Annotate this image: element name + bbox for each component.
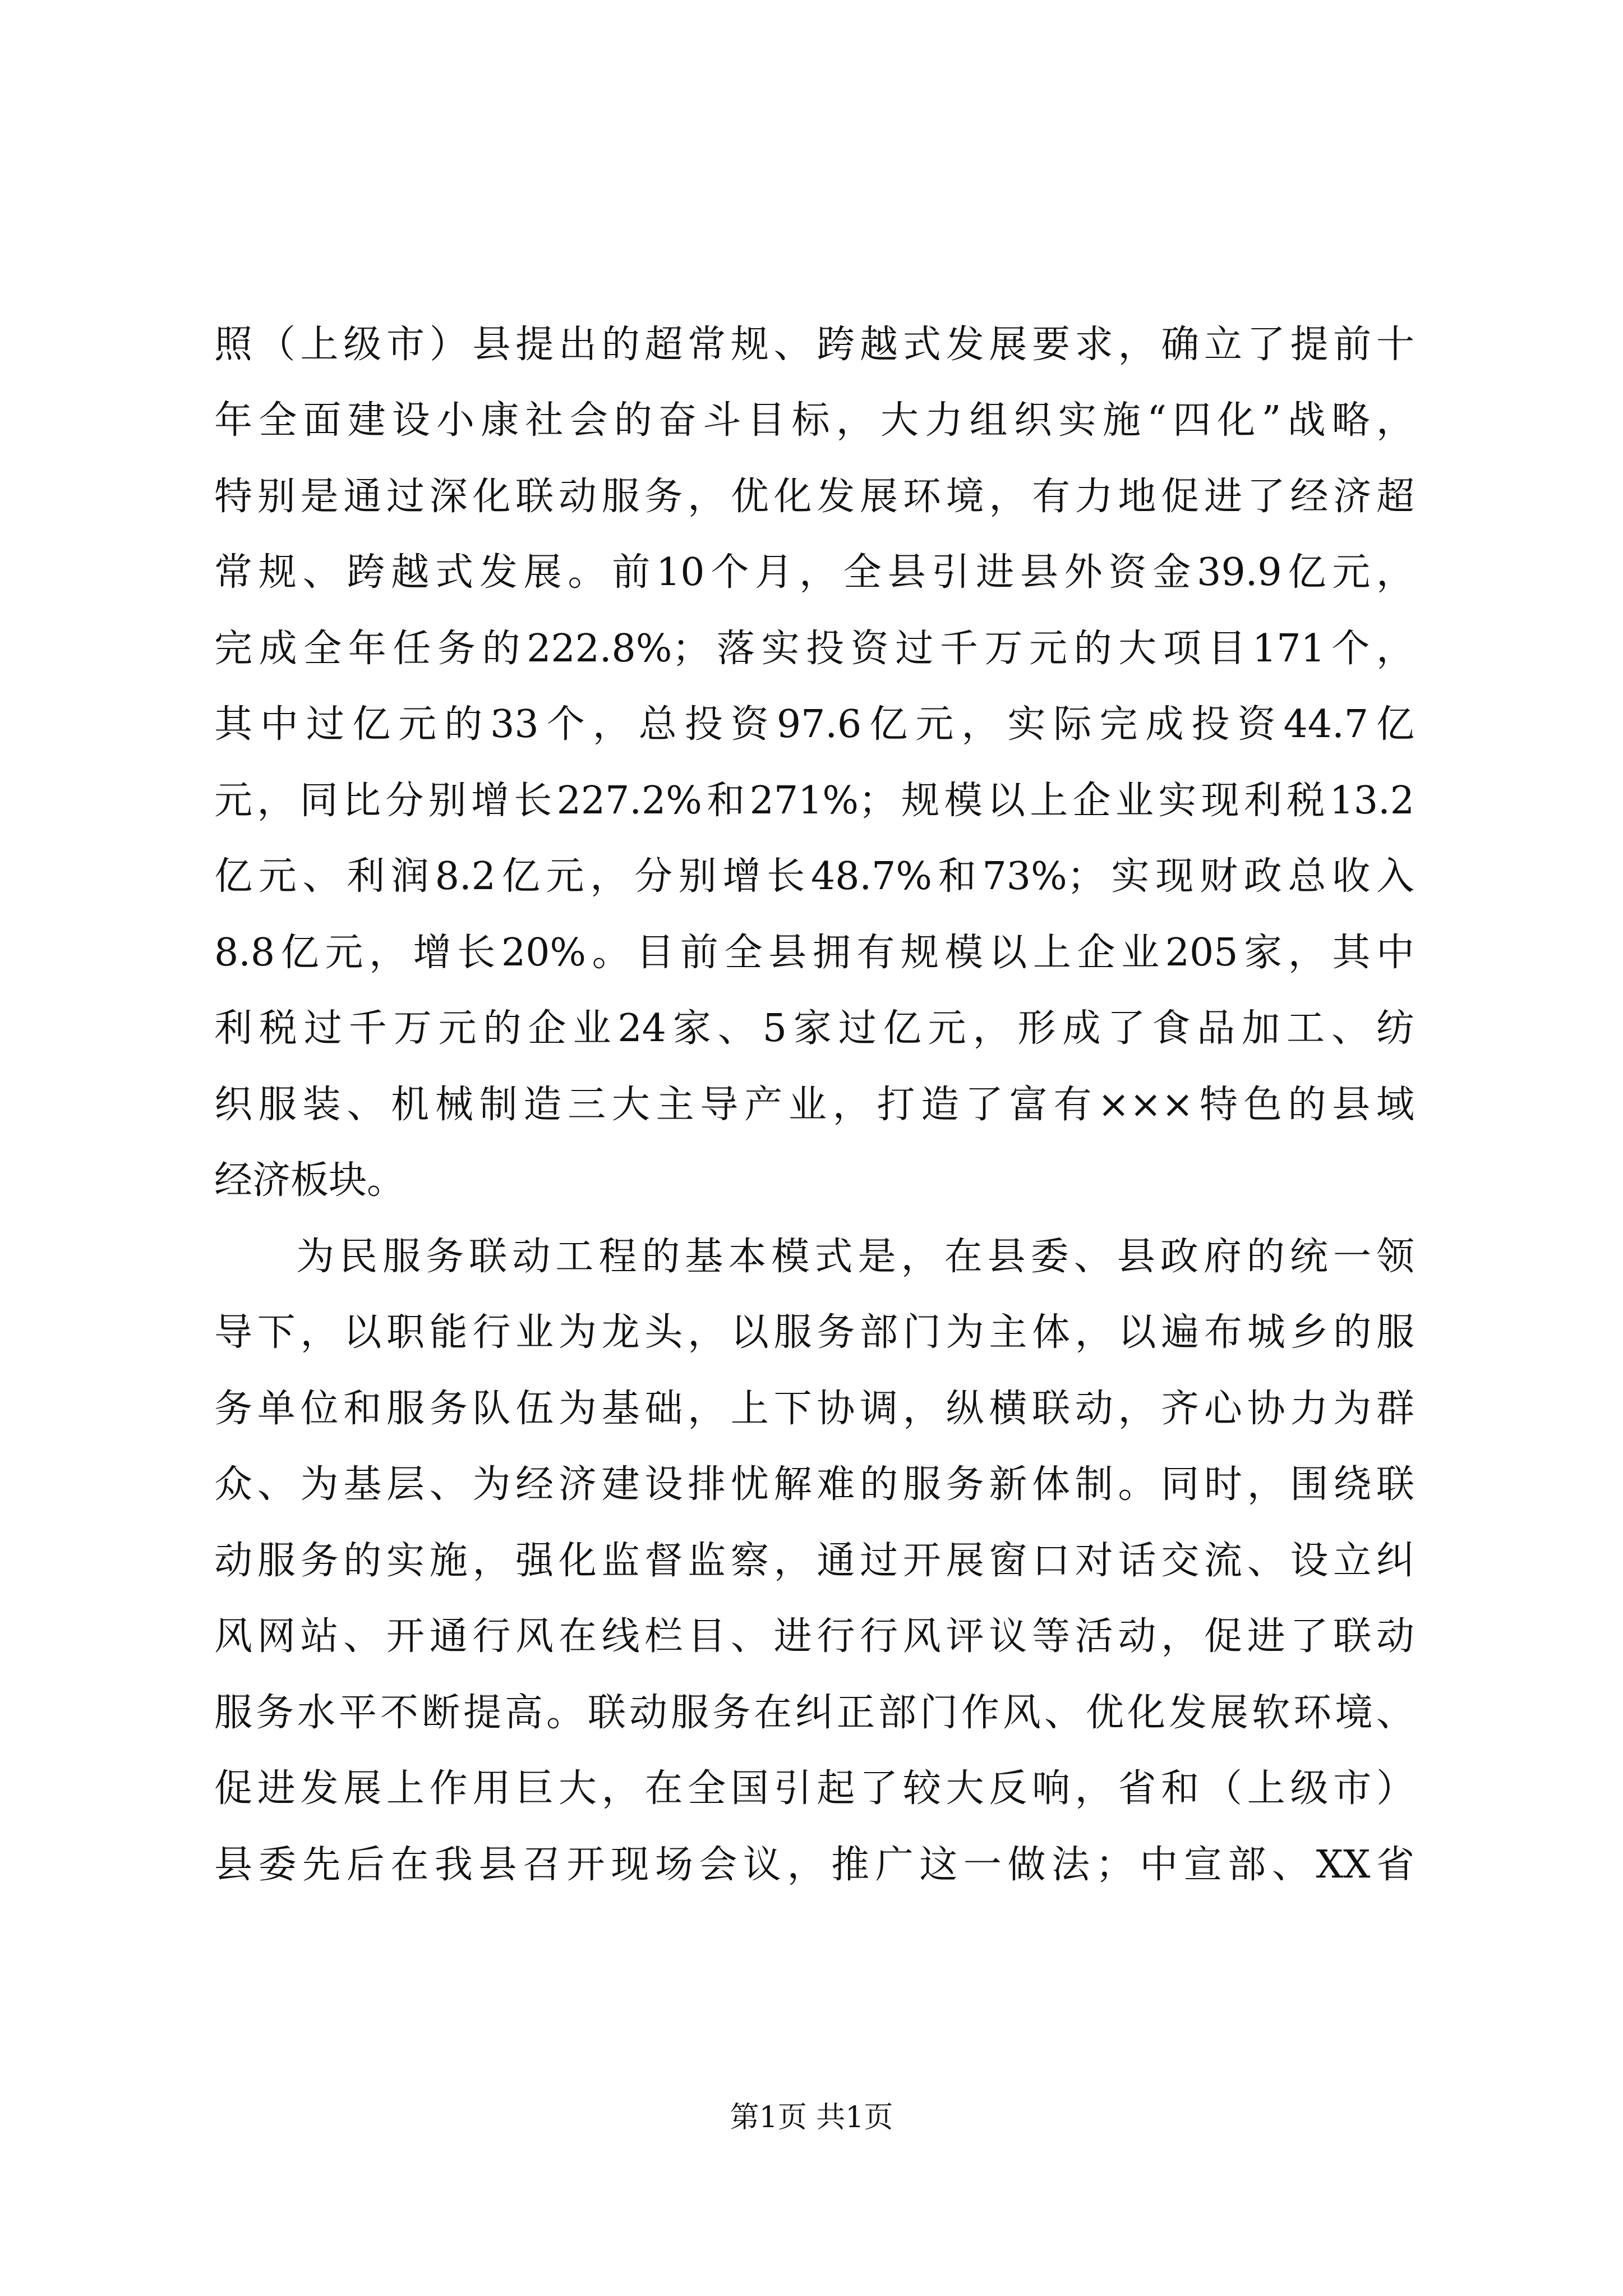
paragraph-1-line-11: 织服装、机械制造三大主导产业，打造了富有×××特色的县域: [214, 1083, 1414, 1127]
paragraph-1-line-10: 利税过千万元的企业24家、5家过亿元，形成了食品加工、纺: [214, 1006, 1414, 1051]
paragraph-2-line-4: 众、为基层、为经济建设排忧解难的服务新体制。同时，围绕联: [214, 1462, 1414, 1507]
page-number-footer: 第1页 共1页: [730, 2101, 893, 2134]
paragraph-1-line-6: 其中过亿元的33个，总投资97.6亿元，实际完成投资44.7亿: [214, 702, 1414, 747]
paragraph-1-line-1: 照（上级市）县提出的超常规、跨越式发展要求，确立了提前十: [214, 323, 1414, 367]
paragraph-1-line-5: 完成全年任务的222.8%；落实投资过千万元的大项目171个，: [214, 627, 1414, 671]
paragraph-1-line-3: 特别是通过深化联动服务，优化发展环境，有力地促进了经济超: [214, 475, 1414, 519]
paragraph-2-line-2: 导下，以职能行业为龙头，以服务部门为主体，以遍布城乡的服: [214, 1310, 1414, 1355]
paragraph-2-line-8: 促进发展上作用巨大，在全国引起了较大反响，省和（上级市）: [214, 1766, 1414, 1811]
paragraph-1-line-8: 亿元、利润8.2亿元，分别增长48.7%和73%；实现财政总收入: [214, 854, 1414, 899]
paragraph-1-line-7: 元，同比分别增长227.2%和271%；规模以上企业实现利税13.2: [214, 779, 1414, 823]
paragraph-2-line-6: 风网站、开通行风在线栏目、进行行风评议等活动，促进了联动: [214, 1614, 1414, 1659]
paragraph-2-line-3: 务单位和服务队伍为基础，上下协调，纵横联动，齐心协力为群: [214, 1387, 1414, 1431]
paragraph-2-line-9: 县委先后在我县召开现场会议，推广这一做法；中宣部、XX省: [214, 1843, 1414, 1887]
paragraph-1-line-4: 常规、跨越式发展。前10个月，全县引进县外资金39.9亿元，: [214, 550, 1414, 595]
paragraph-1-line-9: 8.8亿元，增长20%。目前全县拥有规模以上企业205家，其中: [214, 931, 1414, 975]
paragraph-1-line-2: 年全面建设小康社会的奋斗目标，大力组织实施“四化”战略，: [214, 398, 1414, 443]
paragraph-1-line-12: 经济板块。: [214, 1158, 405, 1203]
paragraph-2-line-1: 为民服务联动工程的基本模式是，在县委、县政府的统一领: [296, 1235, 1414, 1279]
paragraph-2-line-5: 动服务的实施，强化监督监察，通过开展窗口对话交流、设立纠: [214, 1539, 1414, 1583]
paragraph-2-line-7: 服务水平不断提高。联动服务在纠正部门作风、优化发展软环境、: [214, 1691, 1414, 1735]
